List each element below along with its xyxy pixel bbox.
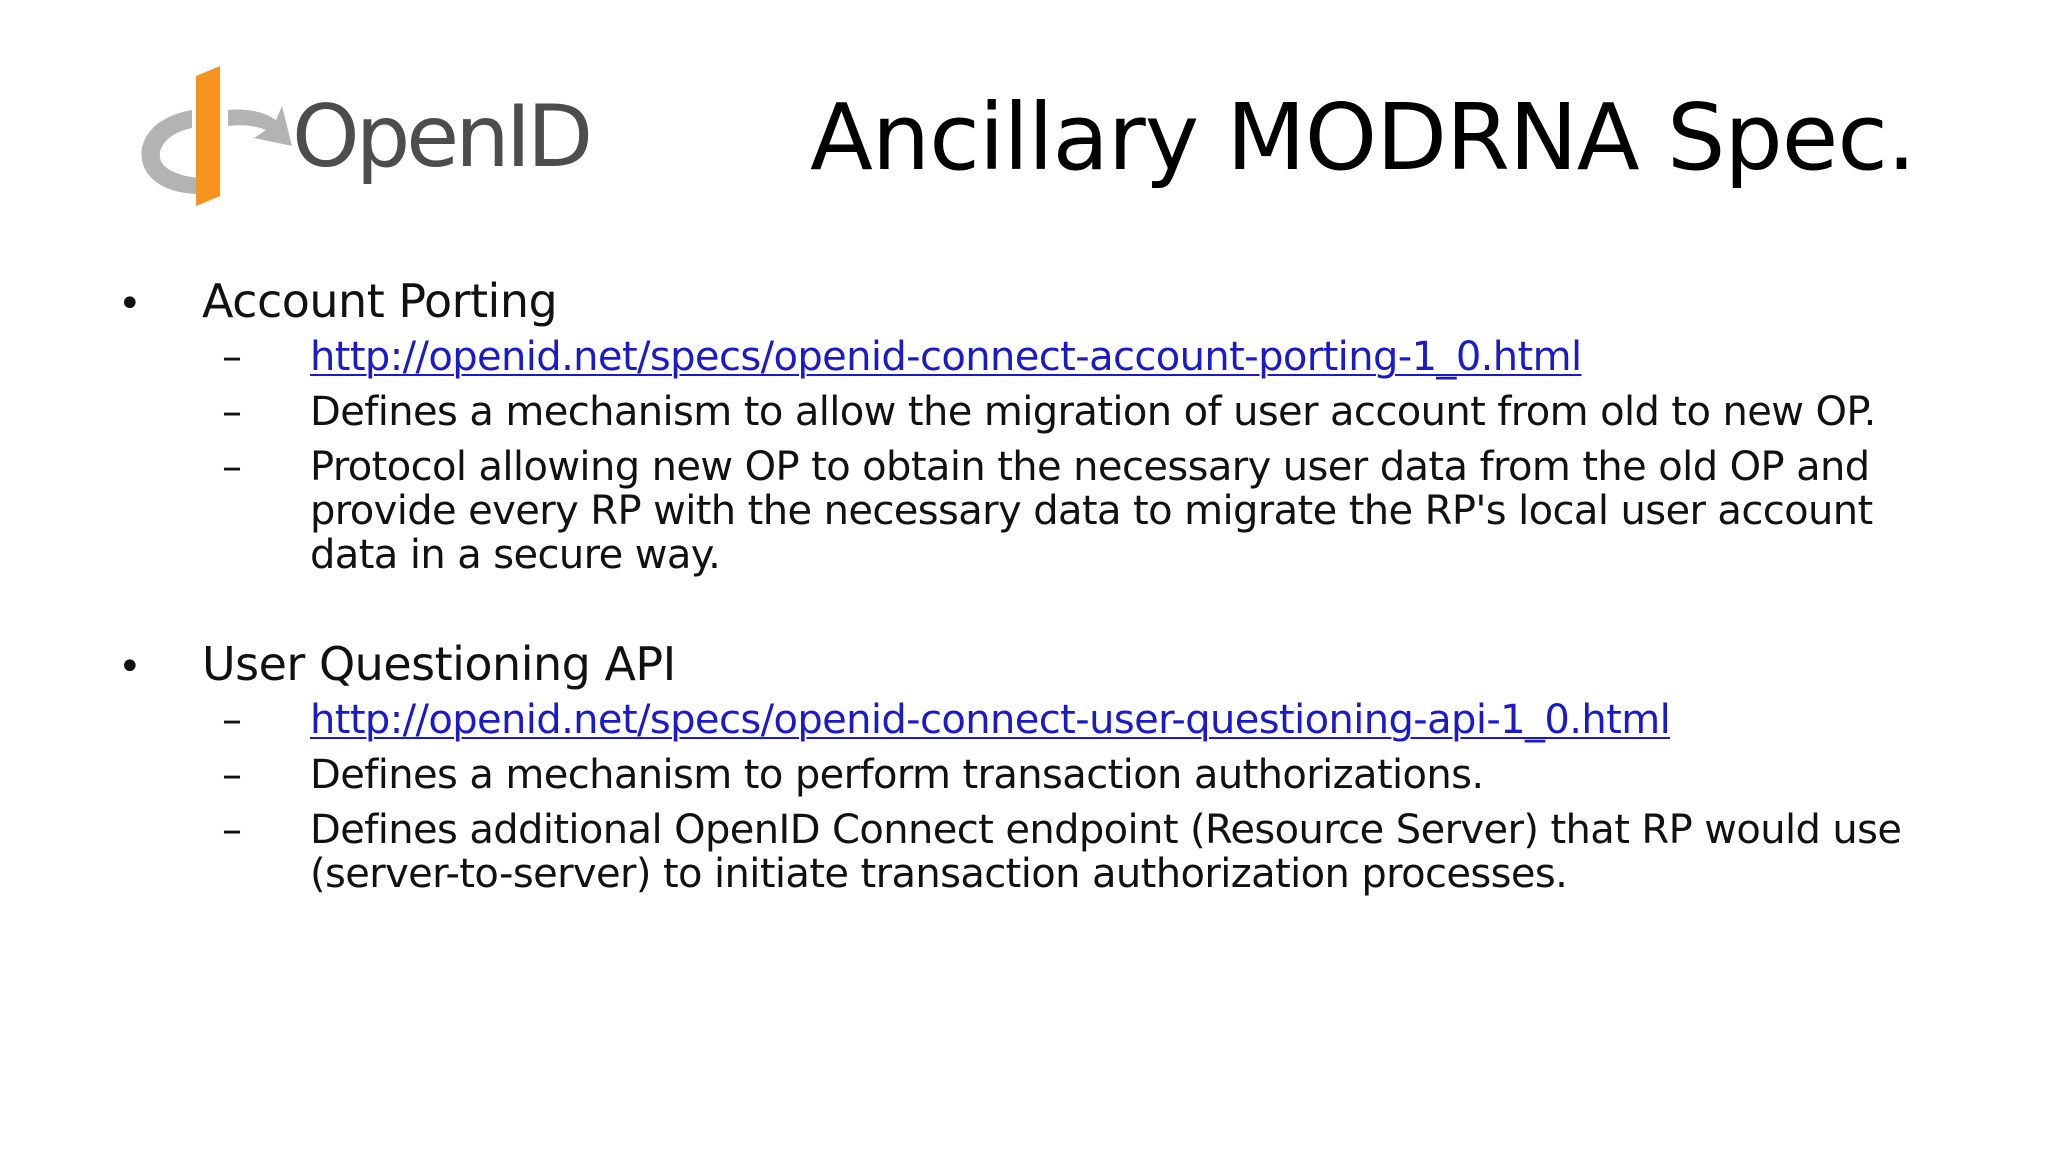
list-item: [222, 390, 1948, 434]
dash-glyph: –: [222, 807, 242, 853]
spec-link-account-porting[interactable]: http://openid.net/specs/openid-connect-account-porting-1_0.html: [310, 334, 1582, 380]
section-account-porting: [118, 270, 1948, 577]
section-heading: User Questioning API: [202, 637, 676, 691]
bullet-glyph: •: [118, 644, 142, 690]
section-user-questioning-api: [118, 633, 1948, 896]
sub-item-list: [222, 335, 1948, 577]
list-item-text: Defines a mechanism to perform transaction authorizations.: [310, 752, 1484, 798]
list-item-text: Protocol allowing new OP to obtain the necessary user data from the old OP and provide every RP with the necessary data to migrate the RP's local user account data in a secure way.: [310, 444, 1873, 578]
list-item: [222, 445, 1948, 577]
logo-bar-shape: [196, 66, 220, 206]
list-item: [222, 335, 1948, 379]
dash-glyph: –: [222, 697, 242, 743]
section-heading-row: [118, 270, 1948, 335]
dash-glyph: –: [222, 752, 242, 798]
openid-logo-icon: [136, 66, 296, 206]
slide-content: [118, 270, 1948, 952]
section-heading: Account Porting: [202, 274, 558, 328]
list-item: [222, 808, 1948, 896]
list-item: [222, 753, 1948, 797]
logo-arrow-shape: [228, 106, 292, 146]
spec-link-user-questioning-api[interactable]: http://openid.net/specs/openid-connect-user-questioning-api-1_0.html: [310, 697, 1671, 743]
list-item-text: Defines a mechanism to allow the migration of user account from old to new OP.: [310, 389, 1876, 435]
sub-item-list: [222, 698, 1948, 896]
section-heading-row: [118, 633, 1948, 698]
dash-glyph: –: [222, 444, 242, 490]
openid-logo: [136, 66, 590, 206]
bullet-glyph: •: [118, 281, 142, 327]
list-item: [222, 698, 1948, 742]
dash-glyph: –: [222, 389, 242, 435]
slide-title: Ancillary MODRNA Spec.: [810, 84, 1916, 191]
list-item-text: Defines additional OpenID Connect endpoint (Resource Server) that RP would use (server-to-server) to initiate transaction authorization processes.: [310, 807, 1902, 897]
logo-wordmark: OpenID: [292, 87, 590, 187]
logo-arc-shape: [141, 110, 200, 194]
dash-glyph: –: [222, 334, 242, 380]
